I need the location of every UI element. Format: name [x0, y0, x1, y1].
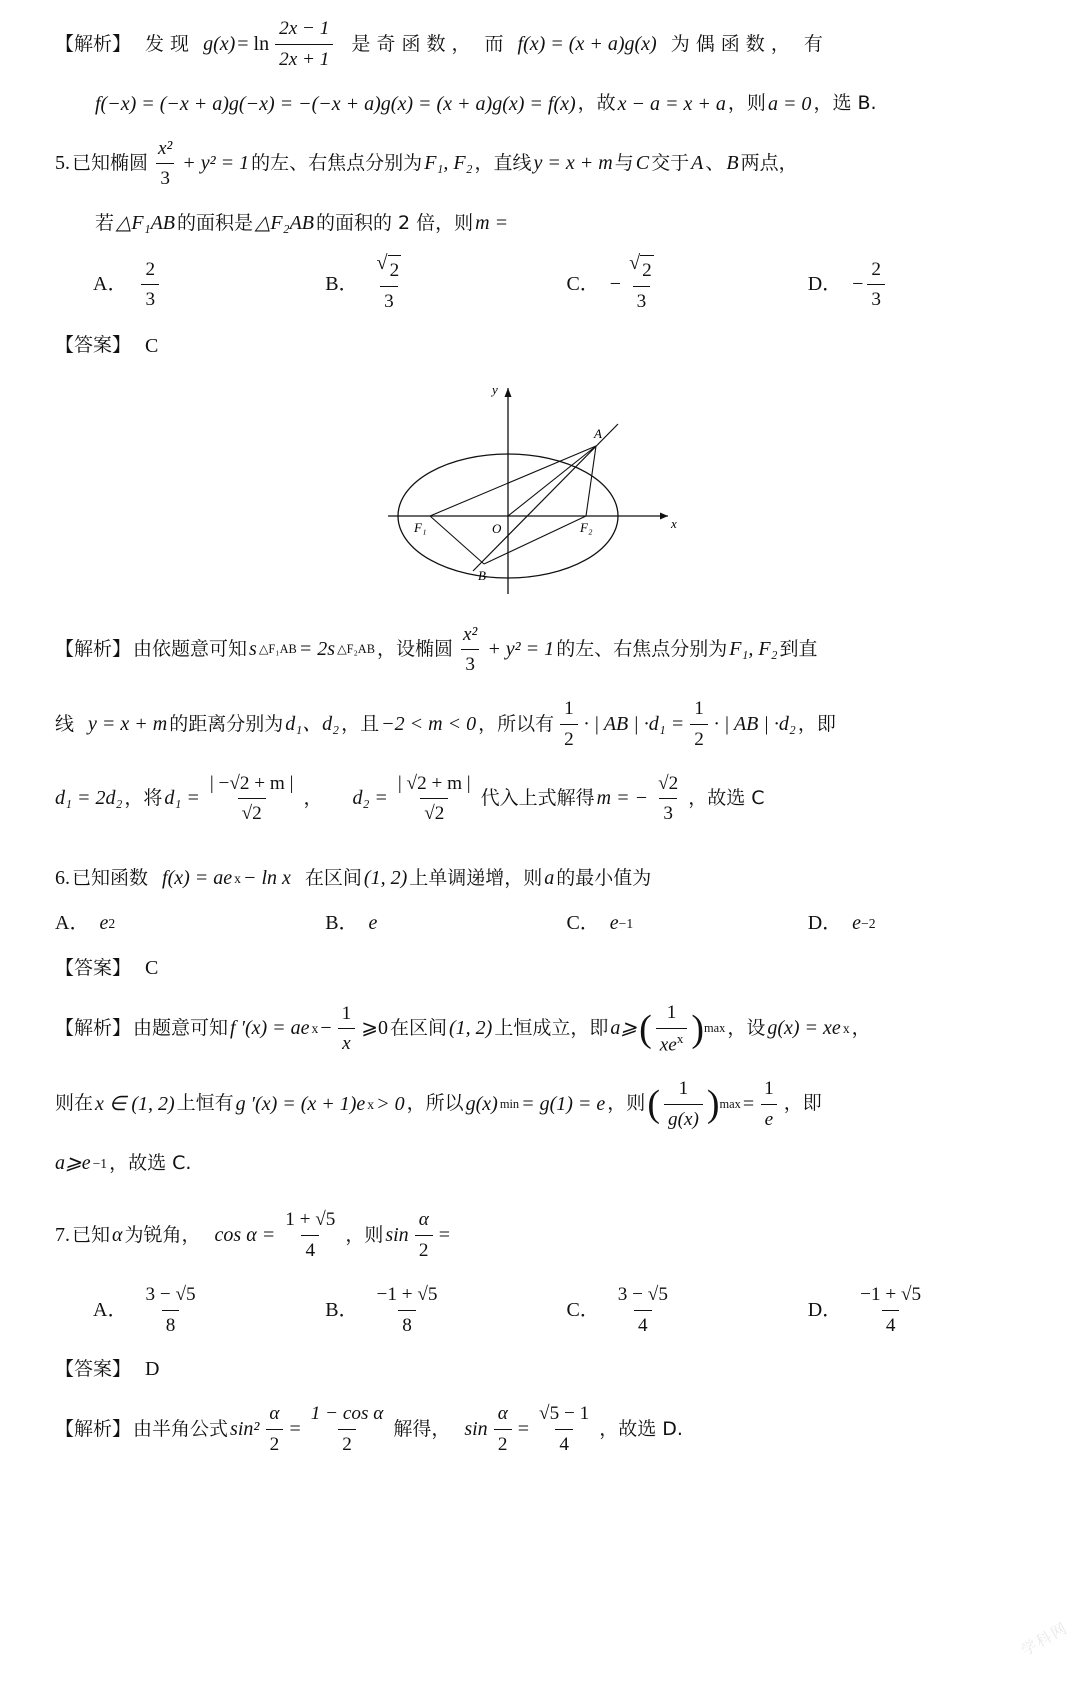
q7-cos-fraction [281, 1205, 339, 1266]
q5-an-d2-den: √2 [420, 798, 448, 829]
q6-an-gmin: g(x) [465, 1092, 498, 1115]
figure-label-o: O [491, 520, 501, 536]
q5-an-text-3: 的左、右焦点分别为 [556, 638, 728, 661]
q5-opt-b-sqrt: √ 2 [373, 253, 406, 286]
q5-an-result-frac [654, 769, 682, 830]
q6-text-2: 在区间 [304, 866, 362, 889]
q7-an-ah2-den: 2 [494, 1429, 512, 1460]
q5-opt-c-sqrt: √ 2 [625, 253, 658, 286]
q7-analysis-tag: 【解析】 [55, 1417, 132, 1440]
q5-an-text-4: 到直 [779, 638, 818, 661]
q5-text-8: 若 [95, 211, 115, 234]
q6-an-text-4: ，设 [727, 1017, 766, 1040]
q6-option-a-label: A． [55, 912, 90, 934]
figure-label-f1: F₁ [413, 519, 426, 535]
q7-an-text-3: ，故选 D. [599, 1417, 683, 1440]
q5-opt-d-sign: − [852, 273, 864, 296]
q7-alpha-half-num: α [418, 1209, 429, 1231]
q5-text-1: 已知椭圆 [72, 152, 149, 175]
q6-options [55, 908, 1020, 939]
q5-analysis-line3 [55, 769, 1020, 830]
q6-option-c-label: C． [566, 912, 600, 934]
question-6-block [0, 863, 1080, 1179]
q5-opt-c-sign: − [609, 273, 622, 296]
q6-an-text-9: ，则 [607, 1092, 646, 1115]
g-fraction-denominator: 2x + 1 [275, 44, 333, 75]
q6-opt-c-sup: −1 [618, 915, 634, 931]
q5-option-a-value [141, 255, 159, 316]
q5-an-s2: = 2s [298, 638, 336, 661]
q7-an-eq-2: = [517, 1418, 530, 1441]
q6-an-gprime: g ′(x) = (x + 1)e [235, 1092, 366, 1115]
q7-an-ha-num: 1 − cos α [310, 1403, 384, 1425]
q7-equals: = [438, 1224, 451, 1247]
figure-label-f2: F₂ [579, 519, 592, 535]
q6-an-paren-den: xe [659, 1034, 677, 1056]
q7-text-2: 为锐角， [124, 1223, 201, 1246]
q4-analysis-line1 [55, 14, 1020, 75]
q5-number: 5. [55, 152, 70, 175]
q7-an-alpha-half-2 [494, 1399, 512, 1460]
q6-an-geq0: ⩾0 [361, 1017, 388, 1040]
q7-alpha-half [415, 1205, 433, 1266]
q6-func-2: − ln x [242, 867, 291, 889]
q5-an-s1: s [249, 638, 257, 661]
q5-an-line-eq: y = x + m [88, 712, 168, 735]
q6-an-equals: = [742, 1092, 755, 1115]
q7-opt-b-den: 8 [398, 1310, 416, 1341]
q7-an-text-2: 解得， [393, 1417, 451, 1440]
q6-opt-a-base: e [99, 912, 109, 934]
q5-an-d1: d₁ = [164, 787, 200, 810]
q5-an-result-den: 3 [659, 798, 677, 829]
analysis-tag: 【解析】 [55, 32, 132, 55]
q6-answer-row [55, 953, 1020, 984]
q6-an-frac-1x [338, 999, 356, 1060]
q6-option-b[interactable] [325, 908, 566, 939]
q5-an-fraction [459, 620, 481, 681]
q5-opt-c-den: 3 [633, 286, 651, 317]
figure-label-x: x [670, 515, 677, 531]
q5-option-c-label: C． [566, 273, 600, 296]
q7-options [55, 1280, 1020, 1341]
watermark: 学科网 [1018, 1618, 1072, 1660]
q5-an-d2-frac [394, 769, 475, 830]
q5-an-eq-right: · | AB | ·d₂ [713, 712, 796, 735]
q7-an-res-den: 4 [555, 1429, 573, 1460]
q5-ellipse-eq: + y² = 1 [182, 152, 250, 175]
q5-answer-tag: 【答案】 [55, 334, 132, 357]
q6-an-frac-den: x [338, 1028, 355, 1059]
q7-an-ah2-num: α [497, 1403, 508, 1425]
q6-an-deriv: f ′(x) = ae [230, 1017, 310, 1040]
q5-an-eq-left: · | AB | ·d₁ = [583, 712, 685, 735]
analysis-text-8: ，选 B. [813, 92, 877, 115]
q5-an-text-7: ，且 [341, 712, 380, 735]
q6-an-text-2: 在区间 [389, 1017, 447, 1040]
q7-analysis-line [55, 1399, 1020, 1460]
q6-an-text-1: 由题意可知 [133, 1017, 229, 1040]
q6-analysis-line1 [55, 998, 1020, 1060]
q6-an-final: a⩾e [55, 1152, 91, 1175]
q5-an-d1-num: | −√2 + m | [209, 772, 294, 794]
q5-an-text-5: 线 [55, 712, 75, 735]
q6-text-3: 上单调递增，则 [409, 866, 543, 889]
q7-option-c-label: C． [566, 1298, 600, 1321]
q6-interval: (1, 2) [363, 867, 408, 889]
q5-triangle-2: △F₂AB [255, 212, 314, 234]
q5-option-c[interactable] [566, 253, 807, 317]
q6-an-text-11: ，故选 C. [109, 1152, 192, 1175]
q5-stem-line2 [55, 208, 1020, 239]
q7-an-sin: sin [464, 1418, 488, 1441]
q6-number: 6. [55, 867, 70, 889]
q5-opt-a-den: 3 [141, 284, 159, 315]
q6-an-paren2-den: g(x) [664, 1104, 703, 1135]
q5-text-10: 的面积的 2 倍，则 [316, 211, 474, 234]
q6-func-1: f(x) = ae [162, 867, 233, 889]
q4-analysis-block [0, 14, 1080, 120]
q5-an-text-9: ，即 [797, 712, 836, 735]
q5-option-c-value [625, 253, 658, 317]
q5-text-2: 的左、右焦点分别为 [251, 152, 423, 175]
g-fraction-numerator: 2x − 1 [279, 18, 330, 39]
q7-cos-den: 4 [301, 1235, 319, 1266]
q7-answer-value: D [145, 1358, 160, 1381]
q6-option-c[interactable] [566, 908, 807, 939]
q6-an-frac-num: 1 [341, 1002, 352, 1024]
q6-stem [55, 863, 1020, 894]
q6-an-paren2-sub: max [719, 1096, 741, 1111]
analysis-equation-2: x − a = x + a [617, 92, 726, 115]
document-page [0, 14, 1080, 1689]
q6-an-text-6: 则在 [55, 1092, 94, 1115]
q7-opt-d-num: −1 + √5 [860, 1283, 922, 1305]
q5-an-result-num: √2 [658, 772, 679, 794]
q5-option-d-label: D． [807, 273, 843, 296]
q7-opt-c-den: 4 [634, 1310, 652, 1341]
q5-line-eq: y = x + m [533, 152, 613, 175]
q6-answer-value: C [145, 957, 159, 979]
q6-an-minus: − [320, 1017, 332, 1040]
question-7-block [0, 1205, 1080, 1460]
q5-frac-den: 3 [156, 163, 174, 194]
figure-label-b: B [477, 567, 486, 583]
q5-an-s2-sub: △F₂AB [337, 642, 376, 657]
q6-an-gx: g(x) = xe [767, 1017, 841, 1040]
figure-label-y: y [491, 381, 498, 397]
q4-analysis-line2 [55, 89, 1020, 120]
q5-an-text-10: ，将 [124, 787, 163, 810]
q5-an-d1-frac [206, 769, 298, 830]
q7-sin: sin [385, 1224, 409, 1247]
q7-number: 7. [55, 1224, 70, 1247]
question-5-block [0, 134, 1080, 830]
q7-an-ha-den: 2 [338, 1429, 356, 1460]
q6-an-g1: = g(1) = e [521, 1092, 606, 1115]
analysis-equation-3: a = 0 [767, 92, 812, 115]
q5-opt-b-den: 3 [380, 286, 398, 317]
q6-an-paren-den-wrap [656, 1028, 688, 1060]
q6-opt-d-base: e [852, 912, 862, 934]
q7-option-d[interactable] [808, 1280, 1020, 1341]
q6-an-result-den: e [761, 1104, 778, 1135]
q7-option-b-label: B． [325, 1298, 359, 1321]
q5-opt-a-num: 2 [145, 258, 156, 280]
q5-an-foci: F₁, F₂ [729, 638, 778, 661]
analysis-text-3: 而 [484, 32, 504, 55]
q6-an-x-in: x ∈ (1, 2) [95, 1092, 175, 1115]
q6-option-a[interactable] [55, 908, 325, 939]
q7-stem [55, 1205, 1020, 1266]
q6-analysis-tag: 【解析】 [55, 1017, 132, 1040]
q5-frac-num: x² [158, 137, 173, 159]
q6-opt-b-base: e [368, 912, 378, 934]
q6-an-text-5: ， [851, 1017, 871, 1040]
q6-option-d[interactable] [808, 908, 1020, 939]
q5-point-a: A [691, 152, 704, 175]
q6-an-paren-den-sup: x [676, 1030, 684, 1046]
q7-opt-d-value [856, 1280, 925, 1341]
q5-an-result: m = − [596, 787, 649, 810]
q6-an-paren-group: ( $\frac{1}{xe^x}$ ) max [639, 998, 725, 1060]
q6-an-result-num: 1 [764, 1077, 774, 1099]
analysis-equation-chain: f(−x) = (−x + a)g(−x) = −(−x + a)g(x) = (x + a)g(x) = f(x) [95, 92, 576, 115]
q6-opt-a-sup: 2 [108, 915, 116, 931]
analysis-text-5: 有 [803, 32, 823, 55]
q5-curve-c: C [635, 152, 650, 175]
q5-figure [55, 376, 1020, 606]
q7-text-3: ，则 [345, 1223, 384, 1246]
q5-option-b[interactable] [325, 253, 566, 317]
q7-an-halfangle-frac [307, 1399, 388, 1460]
q6-an-text-3: 上恒成立，即 [494, 1017, 609, 1040]
q5-answer-row [55, 331, 1020, 362]
q6-an-gx-sup: x [842, 1021, 850, 1037]
q5-text-3: ，直线 [474, 152, 532, 175]
q6-text-1: 已知函数 [72, 866, 149, 889]
q5-an-text-11: ， [303, 787, 323, 810]
q7-option-a[interactable] [55, 1280, 325, 1341]
q5-an-d2-num: | √2 + m | [397, 772, 471, 794]
q5-option-a[interactable] [55, 255, 325, 316]
q7-opt-b-num: −1 + √5 [376, 1283, 438, 1305]
q5-option-d[interactable] [808, 255, 1020, 316]
q7-option-a-label: A． [93, 1298, 128, 1321]
q5-analysis-line2 [55, 694, 1020, 755]
q6-func-1-sup: x [234, 870, 241, 886]
q7-an-result-frac [535, 1399, 593, 1460]
q5-an-text-12: 代入上式解得 [480, 787, 595, 810]
q6-option-b-label: B． [325, 912, 359, 934]
q6-an-paren2-frac [664, 1074, 703, 1135]
q5-text-4: 与 [614, 152, 634, 175]
g-fraction [275, 14, 333, 75]
q7-opt-a-value [141, 1280, 199, 1341]
q5-option-b-value [373, 253, 406, 317]
q7-option-c[interactable] [566, 1280, 807, 1341]
q7-alpha-half-den: 2 [415, 1235, 433, 1266]
q5-option-d-value [867, 255, 885, 316]
q5-an-d1-den: √2 [238, 798, 266, 829]
q6-an-result-frac [760, 1074, 778, 1135]
q5-option-a-label: A． [93, 273, 128, 296]
q5-text-6: 、 [705, 152, 725, 175]
q6-opt-d-sup: −2 [861, 915, 876, 931]
q6-an-gmin-sub: min [499, 1096, 520, 1111]
q7-text-1: 已知 [72, 1223, 111, 1246]
q5-opt-d-num: 2 [871, 258, 882, 280]
q5-ask-m: m = [475, 212, 509, 234]
q6-opt-c-base: e [609, 912, 619, 934]
q7-opt-b-value [373, 1280, 442, 1341]
analysis-text-6: ，故 [577, 92, 616, 115]
q5-an-frac-den: 3 [461, 649, 479, 680]
q7-option-b[interactable] [325, 1280, 566, 1341]
q6-an-final-sup: −1 [92, 1156, 108, 1172]
q6-text-4: 的最小值为 [556, 866, 652, 889]
q5-an-text-1: 由依题意可知 [133, 638, 248, 661]
q5-an-half-1: $\frac{1}{2}$ [560, 694, 578, 755]
q5-analysis-line1 [55, 620, 1020, 681]
q5-opt-d-den: 3 [867, 284, 885, 315]
g-function-lhs: g(x) [203, 32, 236, 55]
q5-text-9: 的面积是 [177, 211, 254, 234]
q6-an-paren-frac [656, 998, 688, 1060]
q5-an-frac-num: x² [463, 623, 478, 645]
q6-answer-tag: 【答案】 [55, 956, 132, 979]
q6-an-text-8: ，所以 [406, 1092, 464, 1115]
q7-opt-d-den: 4 [882, 1310, 900, 1341]
q5-analysis-tag: 【解析】 [55, 638, 132, 661]
q5-an-text-2: ，设椭圆 [377, 638, 454, 661]
q6-an-text-10: ，即 [783, 1092, 822, 1115]
figure-label-a: A [593, 425, 602, 441]
ellipse-diagram [368, 376, 708, 606]
f-function-def: f(x) = (x + a)g(x) [517, 32, 657, 55]
q7-an-res-num: √5 − 1 [539, 1403, 590, 1425]
q6-an-paren2-num: 1 [678, 1077, 689, 1099]
q5-text-7: 两点， [740, 152, 798, 175]
q5-an-text-8: ，所以有 [478, 712, 555, 735]
q6-option-d-label: D． [807, 912, 843, 934]
q5-stem-line1 [55, 134, 1020, 195]
q7-an-ah-num: α [269, 1403, 280, 1425]
q5-an-distances: d₁、d₂ [285, 712, 340, 735]
q6-an-interval: (1, 2) [449, 1017, 493, 1040]
q6-an-paren-group-2: ( $\frac{1}{g(x)}$ ) max [647, 1074, 741, 1135]
analysis-text-2: 是 奇 函 数 ， [351, 32, 471, 55]
q5-option-b-label: B． [325, 273, 359, 296]
q7-answer-row [55, 1354, 1020, 1385]
q6-an-text-7: 上恒有 [176, 1092, 234, 1115]
q7-an-alpha-half [265, 1399, 283, 1460]
q7-opt-c-value [614, 1280, 672, 1341]
q5-an-d-relation: d₁ = 2d₂ [55, 787, 123, 810]
q6-analysis-line3 [55, 1148, 1020, 1179]
q6-an-paren-sub: max [704, 1021, 726, 1036]
q6-var-a: a [544, 867, 555, 889]
q5-options [55, 253, 1020, 317]
q5-an-range: −2 < m < 0 [381, 712, 477, 735]
q5-an-s1-sub: △F₁AB [258, 642, 297, 657]
q5-point-b: B [726, 152, 739, 175]
q6-analysis-line2 [55, 1074, 1020, 1135]
q5-an-half-2: $\frac{1}{2}$ [690, 694, 708, 755]
analysis-text-1: 发 现 [145, 32, 190, 55]
q7-an-ah-den: 2 [266, 1429, 284, 1460]
q5-answer-value: C [145, 334, 159, 357]
q7-an-text-1: 由半角公式 [133, 1417, 229, 1440]
q6-an-gt0: > 0 [376, 1092, 405, 1115]
q5-an-text-13: ，故选 C [688, 787, 765, 810]
q5-ellipse-fraction [154, 134, 176, 195]
analysis-text-7: ，则 [727, 92, 766, 115]
q5-foci: F₁, F₂ [424, 152, 473, 175]
q7-cos-eq: cos α = [214, 1224, 276, 1247]
q5-an-ellipse-eq: + y² = 1 [487, 638, 555, 661]
q6-an-a-geq: a⩾ [610, 1017, 638, 1040]
q6-an-gprime-sup: x [367, 1096, 375, 1112]
q7-opt-a-num: 3 − √5 [145, 1283, 196, 1305]
analysis-text-4: 为 偶 函 数 ， [670, 32, 790, 55]
q6-an-paren-num: 1 [666, 1002, 677, 1023]
q7-an-eq-1: = [289, 1418, 301, 1441]
q7-alpha: α [112, 1224, 123, 1247]
g-function-eq: = ln [237, 32, 270, 55]
q5-text-5: 交于 [651, 152, 690, 175]
q7-cos-num: 1 + √5 [285, 1209, 336, 1231]
q7-option-d-label: D． [807, 1298, 843, 1321]
q6-an-deriv-sup: x [311, 1021, 319, 1037]
q7-opt-c-num: 3 − √5 [617, 1283, 668, 1305]
q5-an-text-6: 的距离分别为 [169, 712, 284, 735]
q7-opt-a-den: 8 [162, 1310, 180, 1341]
q5-triangle-1: △F₁AB [116, 212, 175, 234]
q7-answer-tag: 【答案】 [55, 1358, 132, 1381]
q7-an-sin2: sin² [230, 1418, 260, 1441]
q5-an-d2: d₂ = [352, 787, 388, 810]
